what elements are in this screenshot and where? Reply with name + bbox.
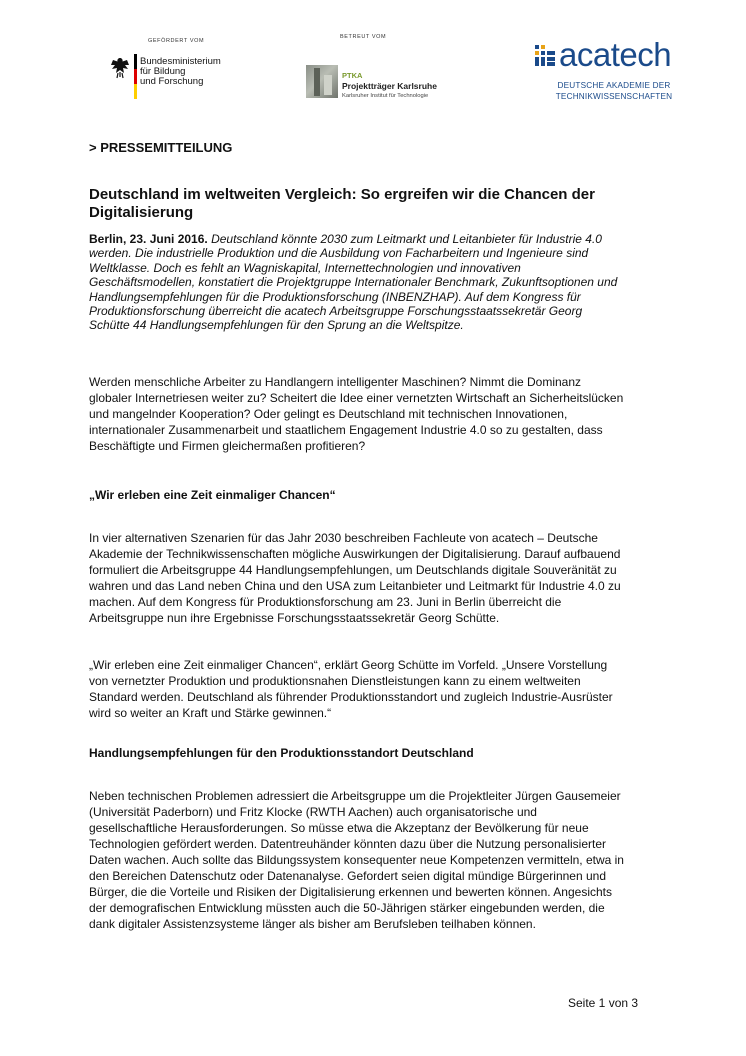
support-caption: BETREUT VOM: [340, 34, 387, 40]
paragraph-line: Beschäftigte und Firmen gleichermaßen profitieren?: [89, 439, 366, 453]
lead-paragraph: [89, 232, 649, 333]
paragraph-line: gesellschaftliche Herausforderungen. So müsse etwa die Akzeptanz der Bevölkerung für neue: [89, 821, 589, 835]
page-number: Seite 1 von 3: [568, 996, 639, 1010]
body-paragraph-3: [89, 657, 649, 721]
section-heading-recommendations: Handlungsempfehlungen für den Produktionsstandort Deutschland: [89, 746, 474, 760]
headline: [89, 186, 629, 222]
lead-line: werden. Die industrielle Produktion und die Ausbildung von Facharbeitern und Ingenieure sind: [89, 246, 589, 261]
acatech-logo-icon: [534, 43, 556, 68]
lead-line: Handlungsempfehlungen für die Produktionsforschung (INBENZHAP). Auf dem Kongress für: [89, 289, 581, 304]
lead-line: Geschäftsmodellen, konstatiert die Projektgruppe Internationaler Benchmark, Zukunftsoptionen und: [89, 275, 618, 290]
paragraph-line: Bürger, die die Vorteile und Risiken der Digitalisierung erkennen und bewerten können. Angesichts: [89, 885, 612, 899]
bmbf-name: [140, 57, 221, 87]
paragraph-line: machen. Auf dem Kongress für Produktionsforschung am 23. Juni in Berlin überreicht die: [89, 595, 562, 609]
paragraph-line: Standard werden. Deutschland als führender Produktionsstandort und zugleich Industrie-Ausrüster: [89, 690, 613, 704]
headline-line: Digitalisierung: [89, 204, 194, 221]
lead-line: Schütte 44 Handlungsempfehlungen für den Sprung an die Weltspitze.: [89, 318, 464, 333]
ptka-name: [342, 71, 437, 101]
federal-eagle-icon: [109, 56, 131, 80]
paragraph-line: von vernetzter Produktion und produktionsnahen Dienstleistungen kann zu einem weltweiten: [89, 674, 581, 688]
acatech-subtitle-line: TECHNIKWISSENSCHAFTEN: [555, 92, 673, 101]
paragraph-line: und mangelnder Kooperation? Oder gelingt es Deutschland mit technischen Innovationen,: [89, 407, 568, 421]
acatech-wordmark: acatech: [559, 36, 672, 73]
paragraph-line: Daten wachen. Auch sollte das Bildungssystem konsequenter neue Kompetenzen vermitteln, etwa in: [89, 853, 624, 867]
lead-line: Deutschland könnte 2030 zum Leitmarkt und Leitanbieter für Industrie 4.0: [207, 232, 602, 246]
funding-caption: GEFÖRDERT VOM: [148, 38, 205, 44]
paragraph-line: Akademie der Technikwissenschaften mögliche Auswirkungen der Digitalisierung. Darauf aufbauend: [89, 547, 621, 561]
paragraph-line: globaler Internetriesen weiter zu? Scheitert die Idee einer vernetzten Wirtschaft an Sicherheitslücken: [89, 391, 624, 405]
paragraph-line: wird so weiter an Kraft und Stärke gewinnen.“: [89, 706, 332, 720]
ptka-full: Projektträger Karlsruhe: [342, 81, 437, 91]
bmbf-line: und Forschung: [140, 76, 204, 87]
lead-line: Produktionsforschung überreicht die acatech Arbeitsgruppe Forschungsstaatssekretär Georg: [89, 304, 583, 319]
press-release-kicker: > PRESSEMITTEILUNG: [89, 140, 233, 155]
ptka-kit: Karlsruher Institut für Technologie: [342, 93, 429, 99]
paragraph-line: In vier alternativen Szenarien für das Jahr 2030 beschreiben Fachleute von acatech – Deutsche: [89, 531, 598, 545]
body-paragraph-1: [89, 374, 649, 454]
paragraph-line: „Wir erleben eine Zeit einmaliger Chancen“, erklärt Georg Schütte im Vorfeld. „Unsere Vorstellung: [89, 658, 608, 672]
section-heading-chances: „Wir erleben eine Zeit einmaliger Chancen“: [89, 488, 336, 502]
paragraph-line: Arbeitsgruppe nun ihre Ergebnisse Forschungsstaatssekretär Georg Schütte.: [89, 611, 500, 625]
paragraph-line: wahren und das Land neben China und den USA zum Leitanbieter und Leitmarkt für Industrie 4.0 zu: [89, 579, 621, 593]
paragraph-line: (Universität Paderborn) und Fritz Klocke (RWTH Aachen) auch organisatorische und: [89, 805, 537, 819]
lead-line: Weltklasse. Doch es fehlt an Wagniskapital, Internettechnologien und innovativen: [89, 260, 521, 275]
paragraph-line: den Bereichen Datenschutz oder Datenanalyse. Gefordert seien digital mündige Bürgerinnen und: [89, 869, 606, 883]
lead-date: Berlin, 23. Juni 2016.: [89, 232, 208, 246]
paragraph-line: Technologien gefördert werden. Datentreuhänder könnten dazu über die Nutzung personalisierter: [89, 837, 607, 851]
german-flag-bar: [134, 54, 137, 99]
acatech-subtitle-line: DEUTSCHE AKADEMIE DER: [557, 81, 671, 90]
ptka-short: PTKA: [342, 71, 363, 80]
paragraph-line: Neben technischen Problemen adressiert die Arbeitsgruppe um die Projektleiter Jürgen Gausemeier: [89, 789, 621, 803]
paragraph-line: der demografischen Entwicklung müssten auch die 50-Jährigen stärker eingebunden werden, die: [89, 901, 605, 915]
acatech-subtitle: [548, 80, 680, 102]
body-paragraph-4: [89, 788, 649, 932]
paragraph-line: Werden menschliche Arbeiter zu Handlangern intelligenter Maschinen? Nimmt die Dominanz: [89, 375, 582, 389]
paragraph-line: formuliert die Arbeitsgruppe 44 Handlungsempfehlungen, um Deutschlands digitale Souveränität zu: [89, 563, 617, 577]
ptka-logo-image: [306, 65, 338, 98]
headline-line: Deutschland im weltweiten Vergleich: So ergreifen wir die Chancen der: [89, 186, 595, 203]
paragraph-line: dank digitaler Assistenzsysteme länger als bisher am Berufsleben teilhaben können.: [89, 917, 536, 931]
bmbf-line: Bundesministerium: [140, 56, 221, 67]
body-paragraph-2: [89, 530, 649, 626]
bmbf-line: für Bildung: [140, 66, 186, 77]
paragraph-line: internationaler Zusammenarbeit und staatlichem Engagement Industrie 4.0 so zu gestalten, dass: [89, 423, 603, 437]
